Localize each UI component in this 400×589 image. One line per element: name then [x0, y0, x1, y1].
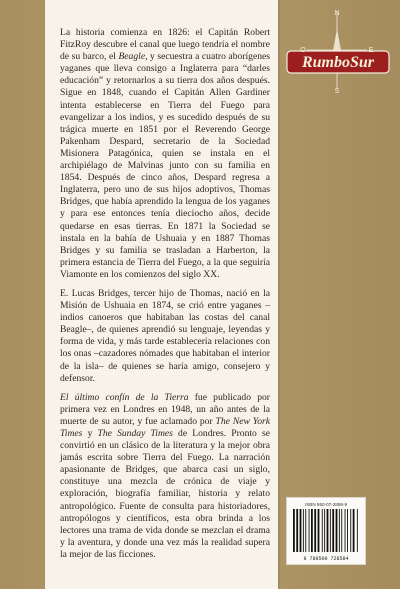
text-span: de Londres. Pronto se convirtió en un clásico de la literatura y la mejor obra jamás escrita sobre Tierra del Fuego. La narración apasionante de Bridges, que abarca casi un siglo, constituye una mezcla de crónica de viaje y exploración, biografía familiar, historia y relato antropológico. Fuente de consulta para historiadores, antropólogos y científicos, esta obra brinda a los lectores una trama de vida donde se mezclan el drama y la aventura, y donde una vez más la realidad supera la mejor de las ficciones.: [60, 428, 271, 560]
barcode-bar: [327, 509, 329, 552]
barcode-bar: [296, 509, 298, 552]
isbn-label: ISBN 950-07-2858-9: [304, 502, 348, 507]
barcode-bar: [322, 509, 323, 552]
barcode-bar: [350, 509, 351, 552]
brand-name: RumboSur: [301, 54, 375, 71]
barcode-bar: [345, 509, 346, 552]
compass-east: E: [368, 47, 374, 54]
compass-west: O: [300, 47, 306, 54]
italic-title: The New York Times: [60, 415, 270, 439]
barcode-bar: [305, 509, 306, 552]
barcode-bar: [324, 509, 325, 552]
italic-title: The Sunday Times: [97, 428, 173, 439]
synopsis-text: [60, 27, 270, 568]
isbn-barcode: [286, 497, 366, 565]
barcode-bar: [314, 509, 316, 552]
barcode-digits: 9 789500 728584: [303, 556, 349, 562]
barcode-bar: [353, 509, 355, 552]
paragraph-1: [60, 27, 270, 281]
barcode-bar: [347, 509, 348, 552]
barcode-bar: [357, 509, 358, 552]
text-span: , y secuestra a cuatro aborígenes yaganes que lleva consigo a Inglaterra para “darles educación” y retornarlos a su tierra dos años después. Sigue en 1848, cuando el Capitán Allen Gardiner intenta establecerse en Tierra del Fuego para evangelizar a los indios, y es sucedido después de su trágica muerte en 1851 por el Reverendo George Pakenham Despard, secretario de la Sociedad Misionera Patagónica, quien se instala en el archipiélago de Malvinas junto con su familia en 1854. Después de cinco años, Despard regresa a Inglaterra, pero uno de sus hijos adoptivos, Thomas Bridges, que había aprendido la lengua de los yaganes y para ese entonces tenía dieciocho años, decide quedarse en esas tierras. En 1871 la Sociedad se instala en la bahía de Ushuaia y en 1887 Thomas Bridges y su familia se trasladan a Harberton, la primera estancia de Tierra del Fuego, a la que seguiría Viamonte en los comienzos del siglo XX.: [60, 51, 270, 280]
barcode-bar: [336, 509, 338, 552]
barcode-bars: [293, 509, 358, 552]
text-span: fue publicado por primera vez en Londres en 1948, un año antes de la muerte de su autor, y fue aclamado por: [60, 391, 270, 427]
paragraph-3: [60, 392, 270, 561]
barcode-bar: [309, 509, 310, 552]
barcode-bar: [311, 509, 313, 552]
italic-title: El último confín de la Tierra: [60, 391, 189, 403]
barcode-bar: [293, 509, 295, 552]
barcode-bar: [330, 509, 331, 552]
italic-title: Beagle: [118, 51, 146, 63]
publisher-logo: [285, 5, 390, 95]
barcode-bar: [318, 509, 320, 552]
compass-south: S: [334, 88, 340, 95]
barcode-bar: [332, 509, 334, 552]
barcode-bar: [339, 509, 340, 552]
barcode-bar: [303, 509, 304, 552]
barcode-bar: [300, 509, 302, 552]
paragraph-2: [60, 288, 270, 385]
text-span: y: [82, 428, 98, 439]
compass-north: N: [334, 10, 340, 17]
text-span: La historia comienza en 1826: el Capitán Robert FitzRoy descubre el canal que luego tendría el nombre de su barco, el: [60, 27, 270, 63]
barcode-bar: [341, 509, 342, 552]
text-span: E. Lucas Bridges, tercer hijo de Thomas, nació en la Misión de Ushuaia en 1874, se crió entre yaganes –indios canoeros que habitaban las costas del canal Beagle–, de quienes aprendió su lenguaje, leyendas y forma de vida, y más tarde establecería relaciones con los onas –cazadores nómades que habitaban el interior de la isla– de quienes se haría amigo, consejero y defensor.: [60, 287, 270, 384]
